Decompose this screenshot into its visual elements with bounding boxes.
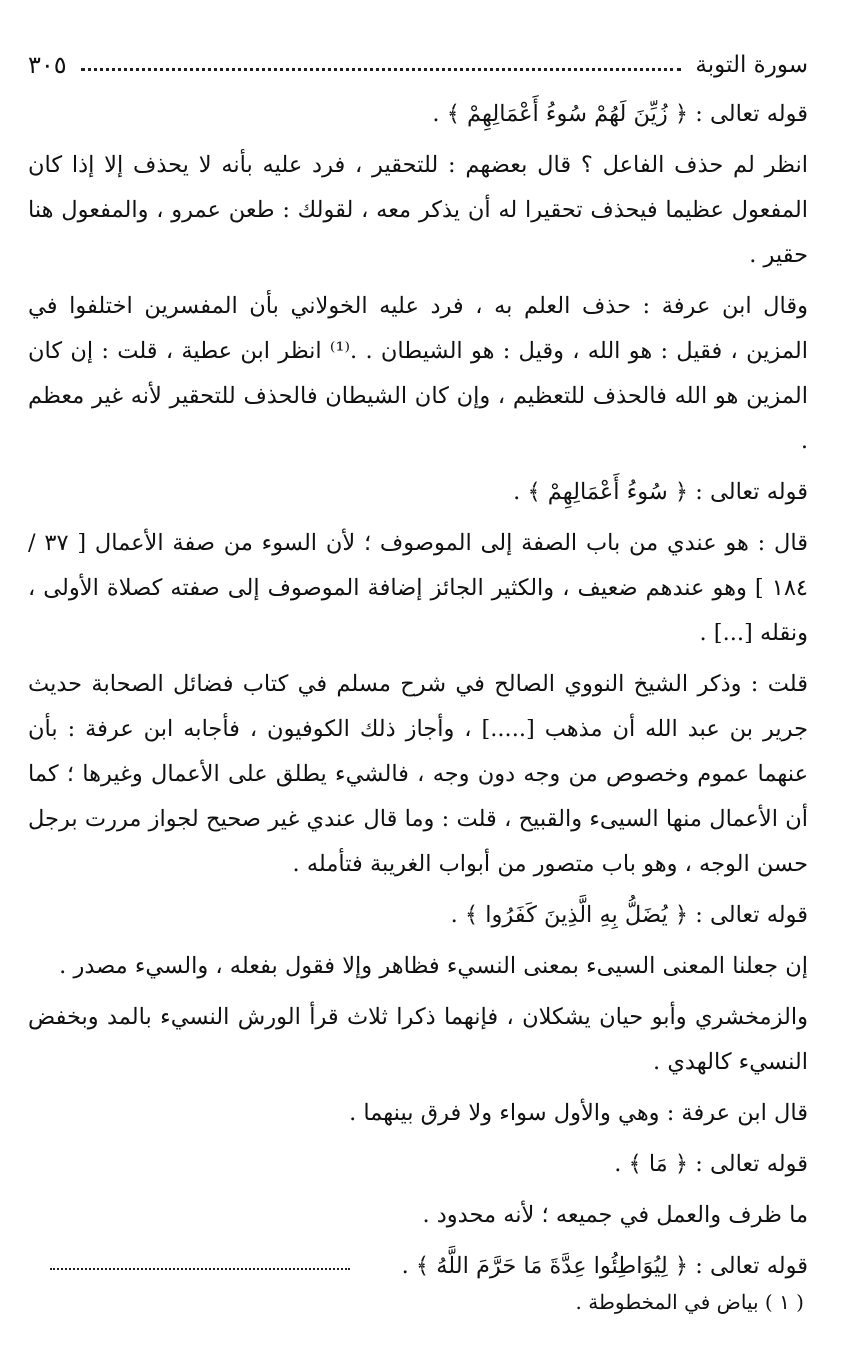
footnote: ( ١ ) بياض في المخطوطة . bbox=[575, 1290, 804, 1314]
paragraph: قال ابن عرفة : وهي والأول سواء ولا فرق بينهما . bbox=[349, 1100, 808, 1126]
verse-heading: قوله تعالى : ﴿ زُيِّنَ لَهُمْ سُوءُ أَعْمَالِهِمْ ﴾ . bbox=[432, 101, 808, 127]
footnote-separator bbox=[50, 1268, 350, 1270]
paragraph: إن جعلنا المعنى السيىء بمعنى النسيء فظاهر وإلا فقول بفعله ، والسيء مصدر . bbox=[59, 953, 808, 979]
paragraph: والزمخشري وأبو حيان يشكلان ، فإنهما ذكرا ثلاث قرأ الورش النسيء بالمد وبخفض النسيء كالهدي . bbox=[28, 1004, 808, 1075]
paragraph: قلت : وذكر الشيخ النووي الصالح في شرح مسلم في كتاب فضائل الصحابة حديث جرير بن عبد الله أن مذهب [.....] ، وأجاز ذلك الكوفيون ، فأجابه ابن عرفة : بأن عنهما عموم وخصوص من وجه دون وجه ، فالشيء يطلق على الأعمال وغيرها ؛ كما أن الأعمال منها السيىء والقبيح ، قلت : وما قال عندي غير صحيح لجواز مررت برجل حسن الوجه ، وهو باب متصور من أبواب الغريبة فتأمله . bbox=[28, 671, 808, 877]
verse-heading: قوله تعالى : ﴿ سُوءُ أَعْمَالِهِمْ ﴾ . bbox=[513, 479, 808, 505]
header-dotted-leader bbox=[81, 68, 682, 71]
paragraph: انظر لم حذف الفاعل ؟ قال بعضهم : للتحقير ، فرد عليه بأنه لا يحذف إلا إذا كان المفعول عظيما فيحذف تحقيرا له أن يذكر معه ، لقولك : طعن عمرو ، والمفعول هنا حقير . bbox=[28, 152, 808, 268]
surah-title: سورة التوبة bbox=[695, 52, 808, 78]
running-header bbox=[28, 48, 808, 82]
verse-heading: قوله تعالى : ﴿ مَا ﴾ . bbox=[614, 1151, 808, 1177]
verse-heading: قوله تعالى : ﴿ لِيُوَاطِئُوا عِدَّةَ مَا حَرَّمَ اللَّهُ ﴾ . bbox=[401, 1253, 808, 1279]
verse-heading: قوله تعالى : ﴿ يُضَلُّ بِهِ الَّذِينَ كَفَرُوا ﴾ . bbox=[450, 902, 808, 928]
paragraph: قال : هو عندي من باب الصفة إلى الموصوف ؛ لأن السوء من صفة الأعمال [ ٣٧ / ١٨٤ ] وهو عندهم ضعيف ، والكثير الجائز إضافة الموصوف إلى صفته كصلاة الأولى ، ونقله [...] . bbox=[28, 530, 808, 646]
paragraph: ما ظرف والعمل في جميعه ؛ لأنه محدود . bbox=[422, 1202, 808, 1228]
main-text bbox=[28, 92, 808, 1295]
paragraph: وقال ابن عرفة : حذف العلم به ، فرد عليه الخولاني بأن المفسرين اختلفوا في المزين ، فقيل : هو الله ، وقيل : هو الشيطان . .⁽¹⁾ انظر ابن عطية ، قلت : إن كان المزين هو الله فالحذف للتعظيم ، وإن كان الشيطان فالحذف للتحقير لأنه غير معظم . bbox=[28, 293, 809, 454]
page-number: ٣٠٥ bbox=[28, 51, 67, 79]
